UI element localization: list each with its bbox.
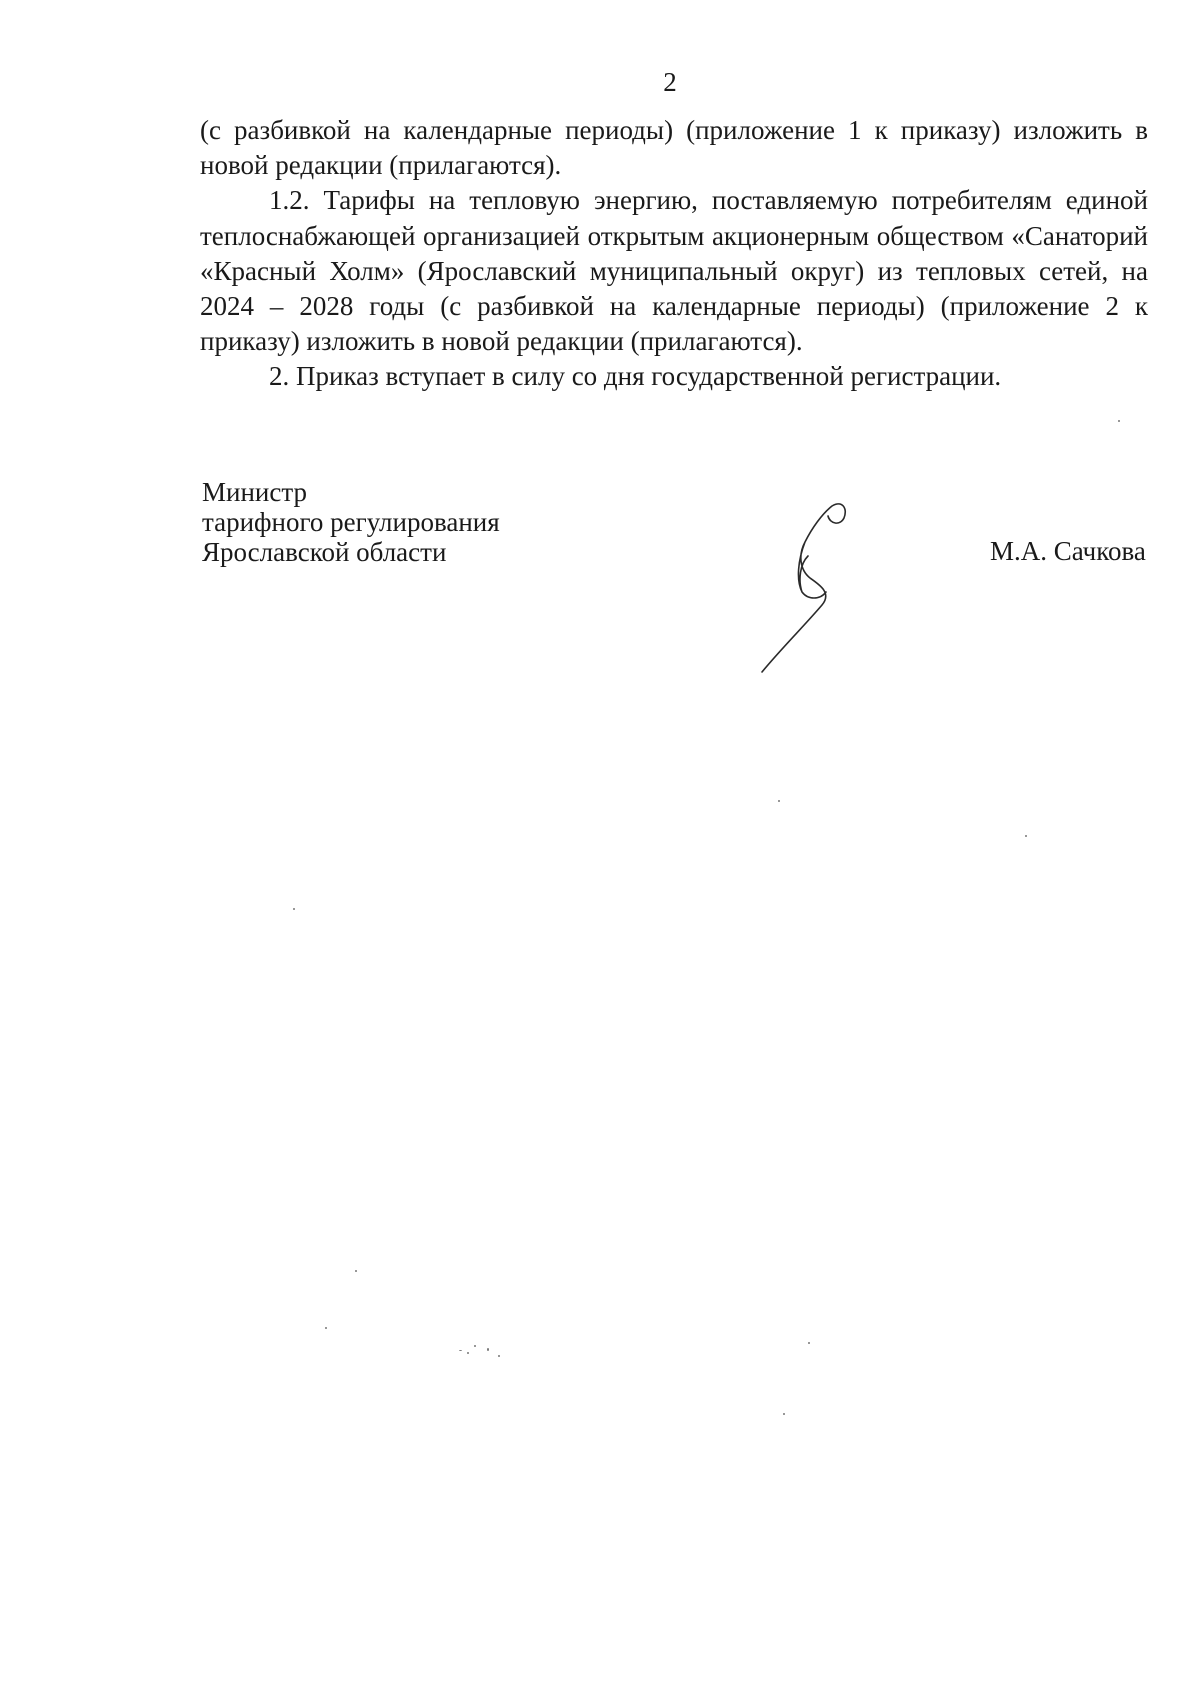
signer-name: М.А. Сачкова [990,536,1146,566]
scan-speck [778,800,780,802]
position-line-tariff: тарифного регулирования [202,507,500,537]
document-body [200,113,1148,395]
scan-speck [459,1350,462,1351]
scan-speck [487,1348,489,1351]
scan-speck [1025,835,1027,837]
scan-speck [325,1327,327,1329]
paragraph-1-2: 1.2. Тарифы на тепловую энергию, поставляемую потребителям единой теплоснабжающей организацией открытым акционерным обществом «Санаторий «Красный Холм» (Ярославский муниципальный округ) из тепловых сетей, на 2024 – 2028 годы (с разбивкой на календарные периоды) (приложение 2 к приказу) изложить в новой редакции (прилагаются). [200,185,1148,357]
scan-speck [467,1352,469,1354]
handwritten-signature-icon [760,500,880,675]
scan-speck [1118,420,1120,422]
scan-speck [474,1345,476,1347]
scan-speck [783,1413,785,1415]
scan-speck [355,1270,357,1272]
position-line-region: Ярославской области [202,537,447,567]
paragraph-2: 2. Приказ вступает в силу со дня государственной регистрации. [269,361,1002,392]
page-number: 2 [663,67,677,97]
paragraph-continuation: (с разбивкой на календарные периоды) (приложение 1 к приказу) изложить в новой редакции (прилагаются). [200,115,1148,181]
scan-speck [293,908,295,910]
position-line-minister: Министр [202,477,307,507]
scan-speck [808,1342,810,1344]
scan-speck [498,1355,500,1357]
signatory-position [202,477,500,567]
